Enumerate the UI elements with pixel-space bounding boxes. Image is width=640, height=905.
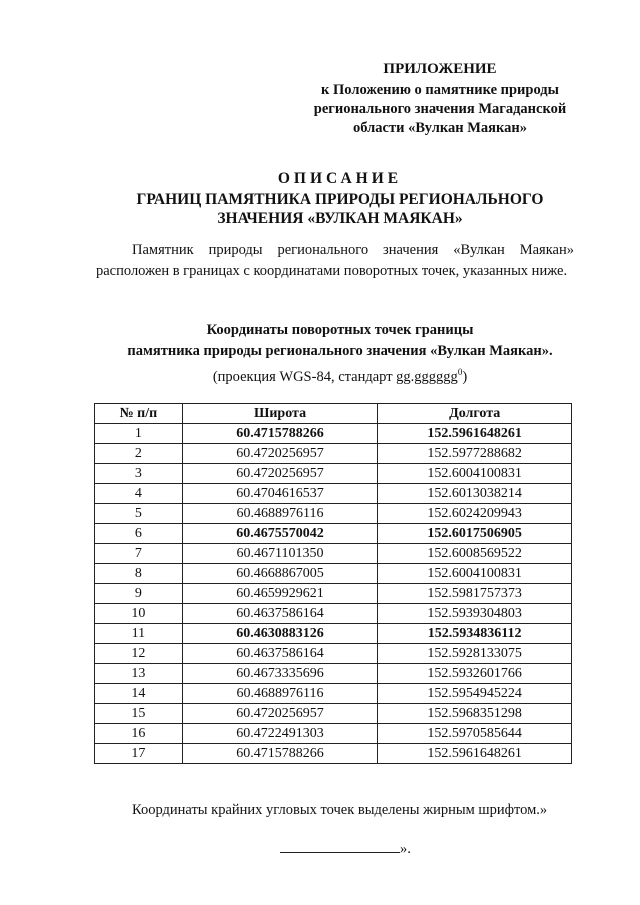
header-longitude: Долгота xyxy=(378,404,572,424)
projection-text: (проекция WGS-84, стандарт gg.gggggg xyxy=(212,368,458,385)
cell-latitude: 60.4675570042 xyxy=(182,524,378,544)
cell-latitude: 60.4688976116 xyxy=(182,684,378,704)
document-title xyxy=(80,168,600,228)
appendix-line-2: регионального значения Магаданской xyxy=(313,101,567,117)
table-row xyxy=(95,424,572,444)
cell-number: 5 xyxy=(95,504,183,524)
cell-number: 11 xyxy=(95,624,183,644)
cell-number: 14 xyxy=(95,684,183,704)
cell-latitude: 60.4637586164 xyxy=(182,604,378,624)
cell-latitude: 60.4715788266 xyxy=(182,744,378,764)
cell-latitude: 60.4720256957 xyxy=(182,444,378,464)
table-caption xyxy=(80,320,600,388)
cell-number: 13 xyxy=(95,664,183,684)
cell-longitude: 152.5928133075 xyxy=(378,644,572,664)
table-row xyxy=(95,704,572,724)
cell-latitude: 60.4659929621 xyxy=(182,584,378,604)
cell-latitude: 60.4637586164 xyxy=(182,644,378,664)
cell-latitude: 60.4720256957 xyxy=(182,464,378,484)
cell-longitude: 152.5961648261 xyxy=(378,424,572,444)
table-row xyxy=(95,464,572,484)
table-row xyxy=(95,724,572,744)
footnote: Координаты крайних угловых точек выделены жирным шрифтом.» xyxy=(132,802,548,818)
cell-number: 9 xyxy=(95,584,183,604)
table-header-row xyxy=(95,404,572,424)
table-row xyxy=(95,444,572,464)
degree-superscript: 0 xyxy=(457,367,463,377)
cell-longitude: 152.6004100831 xyxy=(378,464,572,484)
table-row xyxy=(95,664,572,684)
cell-longitude: 152.5939304803 xyxy=(378,604,572,624)
title-line-1: ГРАНИЦ ПАМЯТНИКА ПРИРОДЫ РЕГИОНАЛЬНОГО xyxy=(136,191,544,208)
header-latitude: Широта xyxy=(182,404,378,424)
cell-latitude: 60.4715788266 xyxy=(182,424,378,444)
cell-latitude: 60.4671101350 xyxy=(182,544,378,564)
cell-longitude: 152.5961648261 xyxy=(378,744,572,764)
coordinates-table xyxy=(94,403,572,764)
signature-blank xyxy=(280,838,400,853)
cell-number: 2 xyxy=(95,444,183,464)
cell-latitude: 60.4720256957 xyxy=(182,704,378,724)
cell-longitude: 152.5970585644 xyxy=(378,724,572,744)
table-row xyxy=(95,644,572,664)
table-row xyxy=(95,604,572,624)
cell-longitude: 152.6024209943 xyxy=(378,504,572,524)
title-description: ОПИСАНИЕ xyxy=(277,170,403,187)
table-row xyxy=(95,544,572,564)
cell-number: 3 xyxy=(95,464,183,484)
table-row xyxy=(95,564,572,584)
table-caption-line-2: памятника природы регионального значения «Вулкан Маякан». xyxy=(127,343,553,359)
cell-latitude: 60.4673335696 xyxy=(182,664,378,684)
cell-number: 17 xyxy=(95,744,183,764)
cell-longitude: 152.5932601766 xyxy=(378,664,572,684)
closing-mark: ». xyxy=(400,841,411,857)
table-row xyxy=(95,524,572,544)
header-number: № п/п xyxy=(95,404,183,424)
appendix-line-1: к Положению о памятнике природы xyxy=(321,82,559,98)
cell-number: 15 xyxy=(95,704,183,724)
cell-longitude: 152.5981757373 xyxy=(378,584,572,604)
cell-longitude: 152.5977288682 xyxy=(378,444,572,464)
cell-number: 7 xyxy=(95,544,183,564)
appendix-block xyxy=(305,60,575,138)
table-row xyxy=(95,684,572,704)
cell-number: 12 xyxy=(95,644,183,664)
appendix-line-3: области «Вулкан Маякан» xyxy=(353,120,527,136)
cell-latitude: 60.4668867005 xyxy=(182,564,378,584)
cell-latitude: 60.4630883126 xyxy=(182,624,378,644)
projection-close: ) xyxy=(462,368,468,385)
cell-number: 8 xyxy=(95,564,183,584)
table-body xyxy=(95,424,572,764)
intro-paragraph: Памятник природы регионального значения «Вулкан Маякан» расположен в границах с координатами поворотных точек, указанных ниже. xyxy=(96,242,574,279)
table-row xyxy=(95,744,572,764)
cell-latitude: 60.4688976116 xyxy=(182,504,378,524)
table-caption-line-1: Координаты поворотных точек границы xyxy=(206,322,474,338)
cell-latitude: 60.4722491303 xyxy=(182,724,378,744)
appendix-heading: ПРИЛОЖЕНИЕ xyxy=(383,61,497,77)
table-row xyxy=(95,504,572,524)
closing-line xyxy=(280,838,411,859)
cell-longitude: 152.6004100831 xyxy=(378,564,572,584)
cell-number: 6 xyxy=(95,524,183,544)
cell-number: 4 xyxy=(95,484,183,504)
cell-longitude: 152.5934836112 xyxy=(378,624,572,644)
cell-longitude: 152.6017506905 xyxy=(378,524,572,544)
cell-longitude: 152.5954945224 xyxy=(378,684,572,704)
cell-longitude: 152.6008569522 xyxy=(378,544,572,564)
title-line-2: ЗНАЧЕНИЯ «ВУЛКАН МАЯКАН» xyxy=(217,210,463,227)
table-row xyxy=(95,624,572,644)
table-row xyxy=(95,584,572,604)
table-caption-line-3 xyxy=(80,362,600,388)
table-row xyxy=(95,484,572,504)
cell-number: 16 xyxy=(95,724,183,744)
cell-longitude: 152.5968351298 xyxy=(378,704,572,724)
cell-number: 1 xyxy=(95,424,183,444)
cell-number: 10 xyxy=(95,604,183,624)
cell-latitude: 60.4704616537 xyxy=(182,484,378,504)
cell-longitude: 152.6013038214 xyxy=(378,484,572,504)
